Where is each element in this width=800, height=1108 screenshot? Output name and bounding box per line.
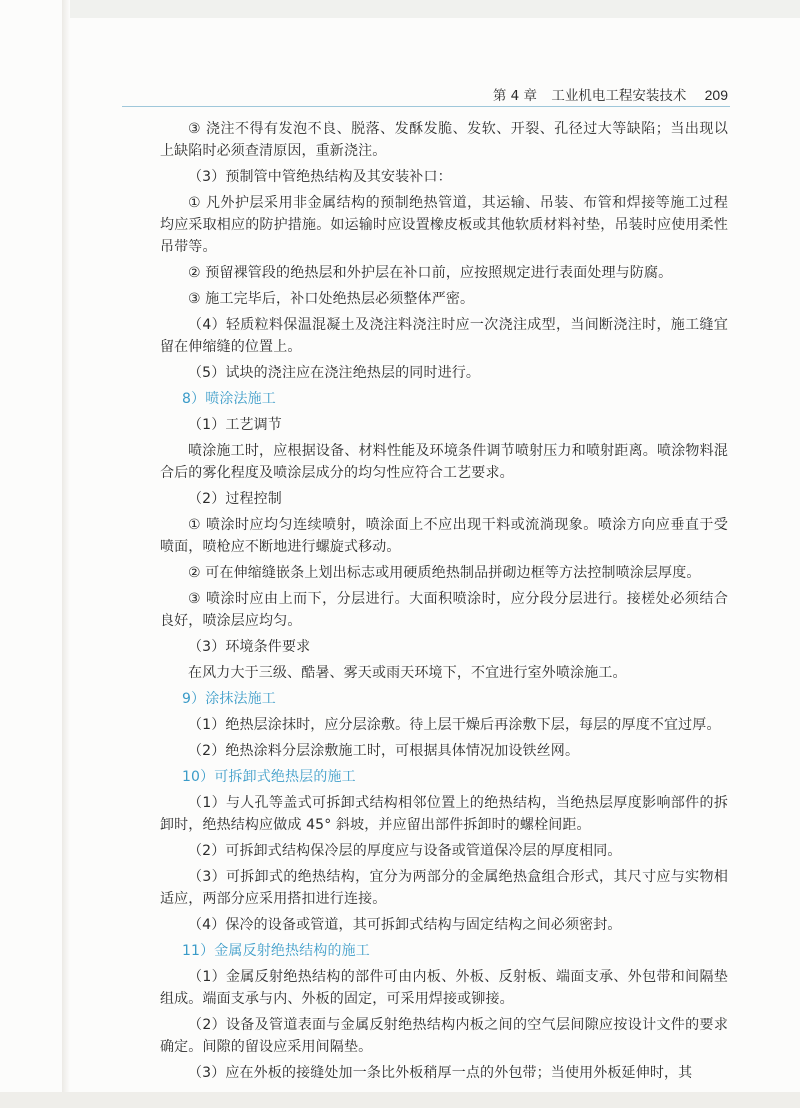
binding-shadow xyxy=(62,0,70,1108)
paragraph: （2）设备及管道表面与金属反射绝热结构内板之间的空气层间隙应按设计文件的要求确定。间隙的留设应采用间隔垫。 xyxy=(160,1017,728,1055)
page-number: 209 xyxy=(704,87,728,103)
section-heading: 9）涂抹法施工 xyxy=(182,691,276,707)
section-heading: 8）喷涂法施工 xyxy=(182,391,276,407)
section-heading: 11）金属反射绝热结构的施工 xyxy=(182,943,370,959)
paragraph: （2）过程控制 xyxy=(188,491,282,507)
paragraph: ② 预留裸管段的绝热层和外护层在补口前，应按照规定进行表面处理与防腐。 xyxy=(188,265,673,281)
paragraph: 喷涂施工时，应根据设备、材料性能及环境条件调节喷射压力和喷射距离。喷涂物料混合后的雾化程度及喷涂层成分的均匀性应符合工艺要求。 xyxy=(160,443,728,481)
paragraph: （3）预制管中管绝热结构及其安装补口： xyxy=(188,169,452,185)
chapter-title: 工业机电工程安装技术 xyxy=(551,88,687,104)
paragraph: ① 喷涂时应均匀连续喷射，喷涂面上不应出现干料或流淌现象。喷涂方向应垂直于受喷面，喷枪应不断地进行螺旋式移动。 xyxy=(160,517,728,555)
running-header xyxy=(493,84,728,104)
paragraph: ① 凡外护层采用非金属结构的预制绝热管道，其运输、吊装、布管和焊接等施工过程均应采取相应的防护措施。如运输时应设置橡皮板或其他软质材料衬垫，吊装时应使用柔性吊带等。 xyxy=(160,195,728,255)
paragraph: （3）可拆卸式的绝热结构，宜分为两部分的金属绝热盒组合形式，其尺寸应与实物相适应，两部分应采用搭扣进行连接。 xyxy=(160,869,728,907)
paragraph: （2）绝热涂料分层涂敷施工时，可根据具体情况加设铁丝网。 xyxy=(188,743,580,759)
paragraph: （1）工艺调节 xyxy=(188,417,282,433)
paragraph: （3）环境条件要求 xyxy=(188,639,311,655)
paragraph: （1）与人孔等盖式可拆卸式结构相邻位置上的绝热结构，当绝热层厚度影响部件的拆卸时，绝热结构应做成 45° 斜坡，并应留出部件拆卸时的螺栓间距。 xyxy=(160,795,728,833)
paragraph: ③ 浇注不得有发泡不良、脱落、发酥发脆、发软、开裂、孔径过大等缺陷；当出现以上缺陷时必须查清原因，重新浇注。 xyxy=(160,121,728,159)
paragraph: 在风力大于三级、酷暑、雾天或雨天环境下，不宜进行室外喷涂施工。 xyxy=(188,665,627,681)
paragraph: （1）绝热层涂抹时，应分层涂敷。待上层干燥后再涂敷下层，每层的厚度不宜过厚。 xyxy=(188,717,721,733)
paragraph: ③ 施工完毕后，补口处绝热层必须整体严密。 xyxy=(188,291,475,307)
scan-top-edge xyxy=(66,0,800,18)
paragraph: ② 可在伸缩缝嵌条上划出标志或用硬质绝热制品拼砌边框等方法控制喷涂层厚度。 xyxy=(188,565,701,581)
paragraph: ③ 喷涂时应由上而下，分层进行。大面积喷涂时，应分段分层进行。接槎处必须结合良好，喷涂层应均匀。 xyxy=(160,591,728,629)
section-heading: 10）可拆卸式绝热层的施工 xyxy=(182,769,356,785)
paragraph: （1）金属反射绝热结构的部件可由内板、外板、反射板、端面支承、外包带和间隔垫组成。端面支承与内、外板的固定，可采用焊接或铆接。 xyxy=(160,969,728,1007)
header-rule xyxy=(122,106,730,107)
scan-bottom-edge xyxy=(0,1092,800,1108)
paragraph: （5）试块的浇注应在浇注绝热层的同时进行。 xyxy=(188,365,481,381)
body-text xyxy=(160,118,728,1088)
paragraph: （4）保冷的设备或管道，其可拆卸式结构与固定结构之间必须密封。 xyxy=(188,917,622,933)
paragraph: （3）应在外板的接缝处加一条比外板稍厚一点的外包带；当使用外板延伸时，其 xyxy=(188,1065,693,1081)
paragraph: （4）轻质粒料保温混凝土及浇注料浇注时应一次浇注成型，当间断浇注时，施工缝宜留在伸缩缝的位置上。 xyxy=(160,317,728,355)
paragraph: （2）可拆卸式结构保冷层的厚度应与设备或管道保冷层的厚度相同。 xyxy=(188,843,622,859)
chapter-label: 第 4 章 xyxy=(492,88,538,104)
